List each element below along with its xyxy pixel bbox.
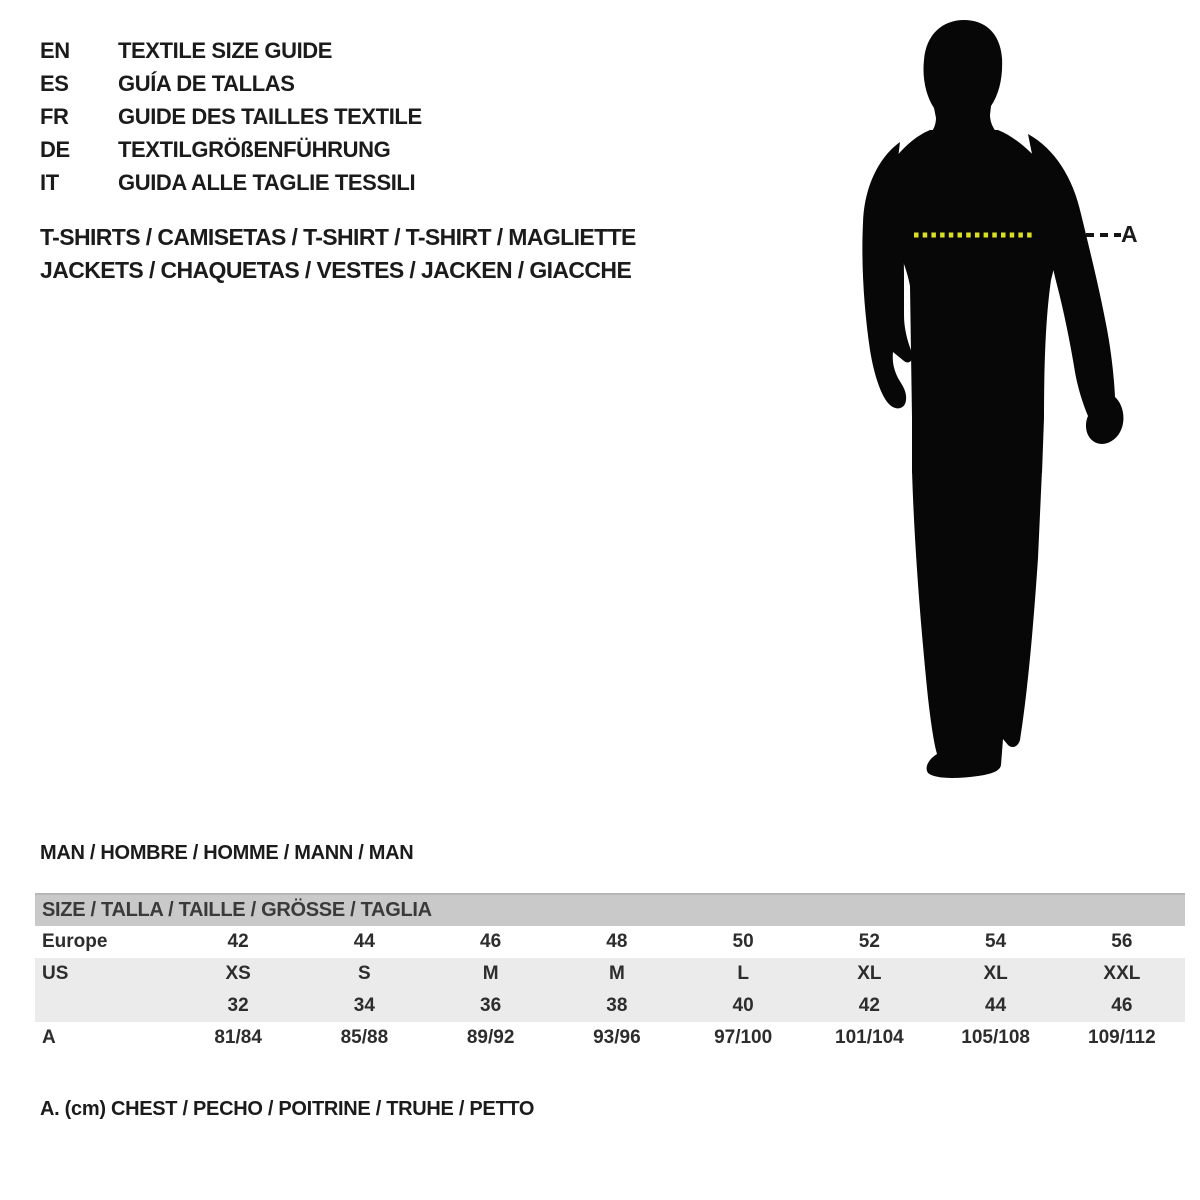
size-value: 105/108 <box>961 1027 1030 1048</box>
table-row <box>35 990 1185 1022</box>
row-label: Europe <box>42 931 108 952</box>
size-value: M <box>608 963 625 984</box>
language-title: GUIDE DES TAILLES TEXTILE <box>118 103 422 129</box>
size-value: 52 <box>858 931 880 952</box>
size-value: 50 <box>732 931 754 952</box>
size-value: 42 <box>858 995 880 1016</box>
size-value: 93/96 <box>593 1027 641 1048</box>
size-value: 56 <box>1111 931 1133 952</box>
language-title: GUÍA DE TALLAS <box>118 70 295 96</box>
category-line-tshirts: T-SHIRTS / CAMISETAS / T-SHIRT / T-SHIRT / MAGLIETTE <box>40 224 636 250</box>
language-row <box>40 133 422 166</box>
table-row <box>35 926 1185 958</box>
size-value: 46 <box>1111 995 1133 1016</box>
size-value: 54 <box>985 931 1007 952</box>
size-value: XL <box>983 963 1008 984</box>
size-value: XL <box>857 963 882 984</box>
size-value: 109/112 <box>1088 1027 1156 1048</box>
size-table-rows <box>35 926 1185 1054</box>
size-value: 46 <box>480 931 502 952</box>
size-value: 44 <box>353 931 375 952</box>
size-value: XXL <box>1103 963 1141 984</box>
size-table-header: SIZE / TALLA / TAILLE / GRÖSSE / TAGLIA <box>35 893 1185 926</box>
language-code: ES <box>40 70 69 96</box>
man-silhouette-graphic <box>860 18 1140 788</box>
size-value: 34 <box>353 995 375 1016</box>
language-code: FR <box>40 103 69 129</box>
language-title: TEXTILE SIZE GUIDE <box>118 37 333 63</box>
measure-label-a: A <box>1121 221 1138 247</box>
category-line-jackets: JACKETS / CHAQUETAS / VESTES / JACKEN / GIACCHE <box>40 257 632 283</box>
size-value: 48 <box>606 931 628 952</box>
table-row <box>35 1022 1185 1054</box>
table-row <box>35 958 1185 990</box>
row-label: A <box>42 1027 56 1048</box>
size-value: 89/92 <box>466 1027 515 1048</box>
language-row <box>40 100 422 133</box>
size-value: 85/88 <box>340 1027 389 1048</box>
size-value: 36 <box>480 995 502 1016</box>
size-table <box>35 893 1185 1054</box>
size-value: 42 <box>227 931 249 952</box>
size-value: 44 <box>985 995 1007 1016</box>
size-value: S <box>358 963 371 984</box>
language-code: DE <box>40 136 70 162</box>
size-value: 32 <box>227 995 249 1016</box>
language-row <box>40 166 422 199</box>
size-value: 38 <box>606 995 628 1016</box>
size-value: 40 <box>732 995 754 1016</box>
section-title-man: MAN / HOMBRE / HOMME / MANN / MAN <box>40 842 414 864</box>
language-title: GUIDA ALLE TAGLIE TESSILI <box>118 169 416 195</box>
category-lines <box>40 221 636 287</box>
language-title: TEXTILGRÖßENFÜHRUNG <box>118 136 391 162</box>
row-label: US <box>42 963 69 984</box>
size-value: M <box>482 963 499 984</box>
man-silhouette-figure <box>860 18 1160 793</box>
silhouette-shape <box>862 20 1123 778</box>
language-row <box>40 34 422 67</box>
size-value: 81/84 <box>214 1027 262 1048</box>
language-code: EN <box>40 37 70 63</box>
language-list <box>40 34 422 199</box>
measurement-footnote: A. (cm) CHEST / PECHO / POITRINE / TRUHE / PETTO <box>40 1098 535 1120</box>
size-value: L <box>737 963 749 984</box>
size-value: XS <box>225 963 251 984</box>
language-row <box>40 67 422 100</box>
size-value: 97/100 <box>714 1027 773 1048</box>
language-code: IT <box>40 169 59 195</box>
size-value: 101/104 <box>835 1027 904 1048</box>
